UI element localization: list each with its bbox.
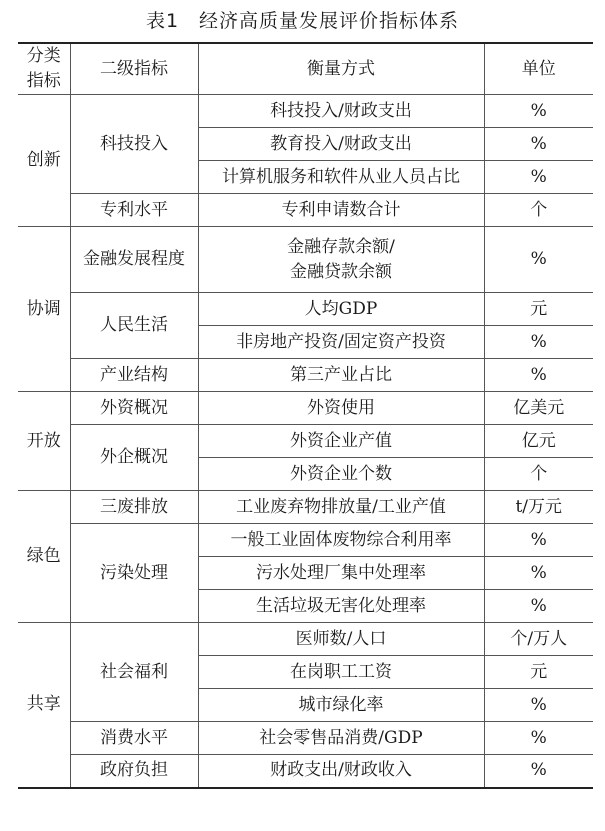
measure-text: 第三产业占比	[290, 364, 392, 385]
unit-cell: %	[484, 590, 593, 623]
measure-text: 社会零售品消费/GDP	[259, 727, 423, 748]
measure-cell	[198, 458, 484, 491]
secondary-indicator-cell: 政府负担	[70, 755, 198, 788]
table-row	[18, 359, 593, 392]
unit-cell: %	[484, 755, 593, 788]
measure-text: 教育投入/财政支出	[270, 133, 412, 154]
secondary-indicator-cell: 外企概况	[70, 425, 198, 491]
unit-cell: 个/万人	[484, 623, 593, 656]
table-row	[18, 524, 593, 557]
unit-cell: %	[484, 326, 593, 359]
table-body	[18, 95, 593, 788]
measure-text: 工业废弃物排放量/工业产值	[236, 496, 446, 517]
indicator-table	[18, 42, 593, 789]
category-cell: 创新	[18, 95, 70, 227]
measure-cell	[198, 689, 484, 722]
secondary-indicator-cell: 科技投入	[70, 95, 198, 194]
measure-cell	[198, 194, 484, 227]
measure-text: 计算机服务和软件从业人员占比	[222, 166, 460, 187]
secondary-indicator-cell: 专利水平	[70, 194, 198, 227]
header-row	[18, 43, 593, 95]
unit-cell: 个	[484, 194, 593, 227]
measure-text: 金融存款余额/ 金融贷款余额	[287, 236, 395, 282]
measure-cell	[198, 755, 484, 788]
measure-cell	[198, 722, 484, 755]
measure-cell	[198, 623, 484, 656]
unit-cell: %	[484, 227, 593, 293]
measure-cell	[198, 227, 484, 293]
unit-cell: %	[484, 524, 593, 557]
measure-text: 医师数/人口	[295, 628, 387, 649]
table-row	[18, 293, 593, 326]
measure-text: 财政支出/财政收入	[270, 760, 412, 781]
measure-cell	[198, 590, 484, 623]
table-row	[18, 392, 593, 425]
measure-text: 生活垃圾无害化处理率	[256, 595, 426, 616]
table-row	[18, 755, 593, 788]
secondary-indicator-cell: 产业结构	[70, 359, 198, 392]
secondary-indicator-cell: 人民生活	[70, 293, 198, 359]
table-row	[18, 623, 593, 656]
measure-cell	[198, 392, 484, 425]
table-row	[18, 194, 593, 227]
header-unit: 单位	[484, 43, 593, 95]
measure-text: 一般工业固体废物综合利用率	[230, 529, 452, 550]
measure-text: 城市绿化率	[298, 694, 384, 715]
table-row	[18, 722, 593, 755]
secondary-indicator-cell: 三废排放	[70, 491, 198, 524]
secondary-indicator-cell: 污染处理	[70, 524, 198, 623]
category-cell: 开放	[18, 392, 70, 491]
unit-cell: 元	[484, 656, 593, 689]
unit-cell: %	[484, 161, 593, 194]
measure-text: 在岗职工工资	[290, 661, 392, 682]
unit-cell: 个	[484, 458, 593, 491]
category-cell: 绿色	[18, 491, 70, 623]
measure-cell	[198, 425, 484, 458]
measure-text: 人均GDP	[304, 298, 378, 319]
measure-text: 专利申请数合计	[281, 199, 401, 220]
table-row	[18, 227, 593, 293]
measure-text: 科技投入/财政支出	[270, 100, 412, 121]
unit-cell: %	[484, 359, 593, 392]
unit-cell: 亿元	[484, 425, 593, 458]
measure-cell	[198, 95, 484, 128]
table-row	[18, 491, 593, 524]
unit-cell: 元	[484, 293, 593, 326]
measure-text: 外资企业个数	[290, 463, 392, 484]
secondary-indicator-cell: 社会福利	[70, 623, 198, 722]
header-secondary: 二级指标	[70, 43, 198, 95]
measure-cell	[198, 326, 484, 359]
measure-cell	[198, 161, 484, 194]
header-measure: 衡量方式	[198, 43, 484, 95]
category-cell: 协调	[18, 227, 70, 392]
unit-cell: %	[484, 722, 593, 755]
measure-cell	[198, 359, 484, 392]
measure-text: 非房地产投资/固定资产投资	[236, 331, 446, 352]
secondary-indicator-cell: 消费水平	[70, 722, 198, 755]
table-title: 表1 经济高质量发展评价指标体系	[145, 10, 460, 32]
measure-cell	[198, 557, 484, 590]
unit-cell: 亿美元	[484, 392, 593, 425]
measure-cell	[198, 491, 484, 524]
secondary-indicator-cell: 金融发展程度	[70, 227, 198, 293]
measure-cell	[198, 656, 484, 689]
header-category: 分类 指标	[18, 43, 70, 95]
unit-cell: %	[484, 95, 593, 128]
measure-text: 污水处理厂集中处理率	[256, 562, 426, 583]
unit-cell: %	[484, 128, 593, 161]
measure-text: 外资使用	[307, 397, 375, 418]
secondary-indicator-cell: 外资概况	[70, 392, 198, 425]
unit-cell: %	[484, 557, 593, 590]
table-row	[18, 95, 593, 128]
measure-cell	[198, 524, 484, 557]
measure-cell	[198, 128, 484, 161]
unit-cell: %	[484, 689, 593, 722]
table-row	[18, 425, 593, 458]
unit-cell: t/万元	[484, 491, 593, 524]
category-cell: 共享	[18, 623, 70, 788]
measure-text: 外资企业产值	[290, 430, 392, 451]
measure-cell	[198, 293, 484, 326]
